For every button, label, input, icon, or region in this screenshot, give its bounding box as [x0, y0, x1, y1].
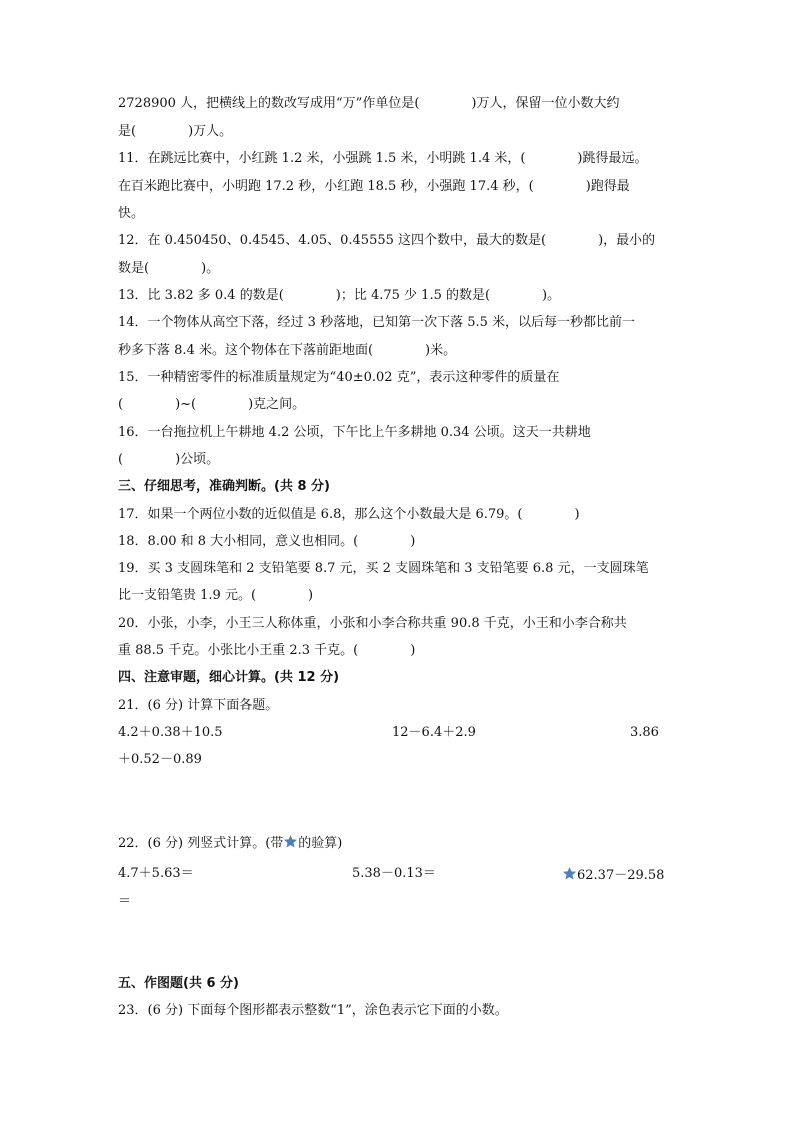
q12-line-2: 数是( )。: [118, 261, 220, 276]
q19-line-1: 19．买 3 支圆珠笔和 2 支铅笔要 8.7 元，买 2 支圆珠笔和 3 支铅笔要 6.8 元，一支圆珠笔: [118, 561, 649, 576]
q13-line: 13．比 3.82 多 0.4 的数是( )；比 4.75 少 1.5 的数是( )。: [118, 288, 561, 303]
q11-line-2: 在百米跑比赛中，小明跑 17.2 秒，小红跑 18.5 秒，小强跑 17.4 秒，( )跑得最: [118, 179, 630, 194]
q18-line: 18．8.00 和 8 大小相同，意义也相同。( ): [118, 534, 416, 549]
q10-line-3: 是( )万人。: [118, 124, 233, 139]
q11-line-3: 快。: [118, 206, 145, 221]
q16-line-1: 16．一台拖拉机上午耕地 4.2 公顷，下午比上午多耕地 0.34 公顷。这天一共耕地: [118, 425, 591, 440]
q21-expression-2: 12－6.4＋2.9: [392, 725, 476, 740]
q21-expression-1: 4.2＋0.38＋10.5: [118, 725, 223, 740]
q21-title: 21．(6 分) 计算下面各题。: [118, 698, 279, 713]
q11-line-1: 11．在跳远比赛中，小红跳 1.2 米，小强跳 1.5 米，小明跳 1.4 米，( )跳得最远。: [118, 151, 648, 166]
q22-expression-1: 4.7＋5.63＝: [118, 866, 194, 881]
q16-line-2: ( )公顷。: [118, 452, 220, 467]
q15-line-2: ( )~( )克之间。: [118, 397, 306, 412]
q22-title: [118, 834, 342, 852]
q21-expression-3-part-1: 3.86: [630, 725, 659, 740]
q20-line-2: 重 88.5 千克。小张比小王重 2.3 千克。( ): [118, 643, 416, 658]
star-icon: [562, 866, 577, 881]
section-5-heading: 五、作图题(共 6 分): [118, 976, 239, 991]
section-3-heading: 三、仔细思考，准确判断。(共 8 分): [118, 479, 330, 494]
q23-line: 23．(6 分) 下面每个图形都表示整数“1”，涂色表示它下面的小数。: [118, 1003, 508, 1018]
q14-line-1: 14．一个物体从高空下落，经过 3 秒落地，已知第一次下落 5.5 米，以后每一秒都比前一: [118, 315, 636, 330]
q22-expression-2: 5.38－0.13＝: [352, 866, 436, 881]
star-icon: [283, 834, 298, 849]
q22-expression-3-text: 62.37－29.58: [577, 868, 665, 883]
q22-title-part-2: 的验算): [298, 836, 343, 851]
q10-line-2: 2728900 人，把横线上的数改写成用“万”作单位是( )万人，保留一位小数大约: [118, 96, 620, 111]
q22-expression-3-equals: ＝: [118, 894, 132, 909]
q20-line-1: 20．小张，小李，小王三人称体重，小张和小李合称共重 90.8 千克，小王和小李合称共: [118, 616, 627, 631]
q22-title-part-1: 22．(6 分) 列竖式计算。(带: [118, 836, 284, 851]
q17-line: 17．如果一个两位小数的近似值是 6.8，那么这个小数最大是 6.79。( ): [118, 507, 580, 522]
q19-line-2: 比一支铅笔贵 1.9 元。( ): [118, 588, 314, 603]
q15-line-1: 15．一种精密零件的标准质量规定为“40±0.02 克”，表示这种零件的质量在: [118, 370, 560, 385]
section-4-heading: 四、注意审题，细心计算。(共 12 分): [118, 670, 340, 685]
q12-line-1: 12．在 0.450450、0.4545、4.05、0.45555 这四个数中，最大的数是( )，最小的: [118, 233, 656, 248]
q14-line-2: 秒多下落 8.4 米。这个物体在下落前距地面( )米。: [118, 343, 457, 358]
q22-expression-3: [562, 866, 664, 884]
q21-expression-3-part-2: ＋0.52－0.89: [118, 752, 202, 767]
